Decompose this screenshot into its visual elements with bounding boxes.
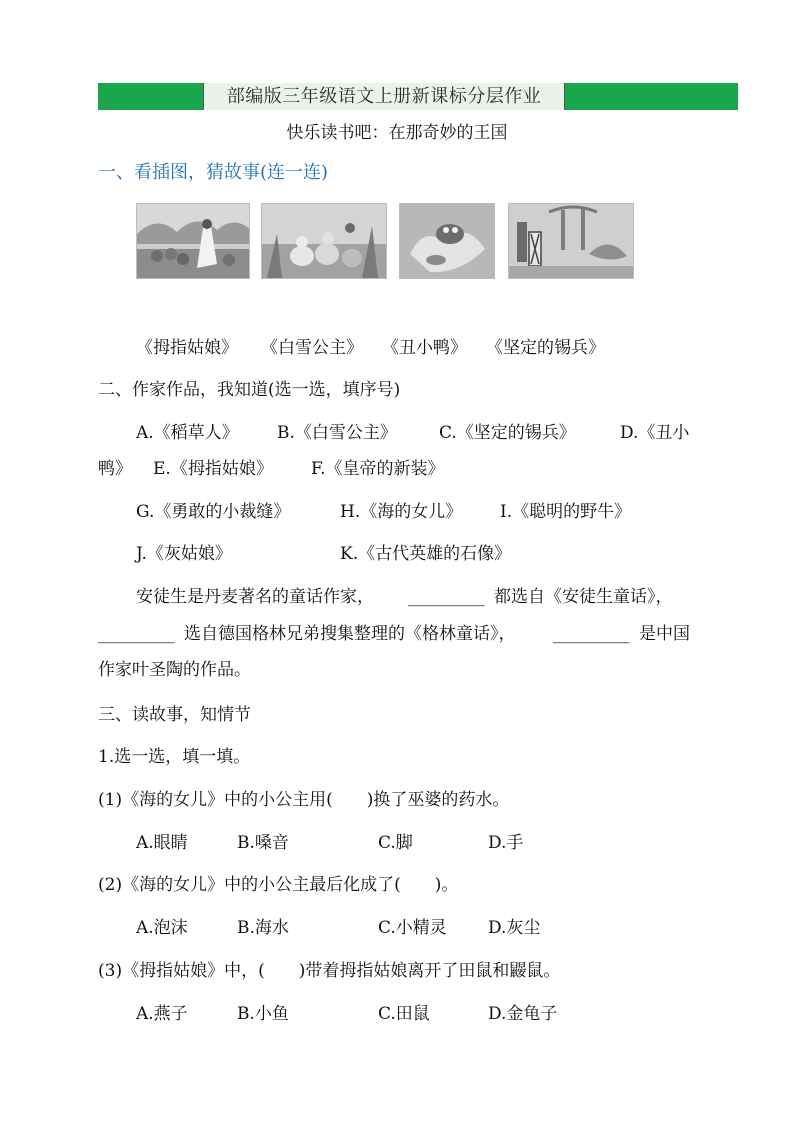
section3-heading: 三、读故事，知情节	[98, 705, 251, 725]
option-f: F.《皇帝的新装》	[311, 459, 445, 479]
illustration-tin-soldier	[508, 203, 634, 279]
illustration-thumbelina	[399, 203, 495, 279]
q2-option-b: B.海水	[237, 918, 289, 938]
section1-heading: 一、看插图，猜故事(连一连)	[98, 162, 329, 183]
q1-option-c: C.脚	[378, 833, 413, 853]
section2-heading: 二、作家作品，我知道(选一选，填序号)	[98, 380, 401, 400]
q1-option-b: B.嗓音	[237, 833, 289, 853]
question-3-stem	[98, 960, 560, 982]
lesson-subtitle: 快乐读书吧：在那奇妙的王国	[286, 123, 508, 143]
illustration-ugly-duckling	[261, 203, 387, 279]
fill-text-5: 作家叶圣陶的作品。	[98, 660, 251, 680]
question-1-stem	[98, 789, 509, 811]
question-stem-start: (1)《海的女儿》中的小公主用(	[98, 790, 333, 810]
q3-option-a: A.燕子	[136, 1004, 188, 1024]
answer-blank-3[interactable]: _________	[553, 624, 630, 644]
option-j: J.《灰姑娘》	[136, 544, 232, 564]
fill-text-2: 都选自《安徒生童话》，	[494, 587, 673, 607]
question-stem-start: (2)《海的女儿》中的小公主最后化成了(	[98, 875, 401, 895]
story-title-snow-white: 《白雪公主》	[261, 338, 363, 358]
option-b: B.《白雪公主》	[277, 423, 397, 443]
question-stem-start: (3)《拇指姑娘》中，(	[98, 961, 265, 981]
story-title-ugly-duckling: 《丑小鸭》	[382, 338, 467, 358]
option-e: E.《拇指姑娘》	[153, 459, 273, 479]
answer-blank-2[interactable]: _________	[98, 624, 175, 644]
option-k: K.《古代英雄的石像》	[340, 544, 512, 564]
option-d-part2: 鸭》	[98, 459, 132, 479]
question-stem-end: )带着拇指姑娘离开了田鼠和鼹鼠。	[298, 961, 561, 981]
q2-option-d: D.灰尘	[488, 918, 541, 938]
q3-option-d: D.金龟子	[488, 1004, 558, 1024]
q3-option-c: C.田鼠	[378, 1004, 430, 1024]
q1-option-a: A.眼睛	[136, 833, 188, 853]
fill-text-3: 选自德国格林兄弟搜集整理的《格林童话》，	[184, 624, 516, 644]
fill-text-1: 安徒生是丹麦著名的童话作家，	[136, 587, 374, 607]
option-g: G.《勇敢的小裁缝》	[136, 502, 291, 522]
option-c: C.《坚定的锡兵》	[439, 423, 576, 443]
answer-blank-1[interactable]: _________	[408, 587, 485, 607]
option-h: H.《海的女儿》	[340, 502, 463, 522]
story-title-thumbelina: 《拇指姑娘》	[136, 338, 238, 358]
story-title-tin-soldier: 《坚定的锡兵》	[486, 338, 605, 358]
question-1-instruction: 1.选一选，填一填。	[98, 747, 251, 767]
option-i: I.《聪明的野牛》	[500, 502, 632, 522]
illustration-snow-white	[136, 203, 250, 279]
option-d-part1: D.《丑小	[620, 423, 690, 443]
page-title: 部编版三年级语文上册新课标分层作业	[226, 86, 542, 107]
q2-option-c: C.小精灵	[378, 918, 447, 938]
fill-text-4: 是中国	[639, 624, 690, 644]
option-a: A.《稻草人》	[136, 423, 239, 443]
q1-option-d: D.手	[488, 833, 524, 853]
question-stem-end: )换了巫婆的药水。	[366, 790, 510, 810]
q3-option-b: B.小鱼	[237, 1004, 289, 1024]
q2-option-a: A.泡沫	[136, 918, 188, 938]
question-stem-end: )。	[434, 875, 459, 895]
question-2-stem	[98, 874, 458, 896]
